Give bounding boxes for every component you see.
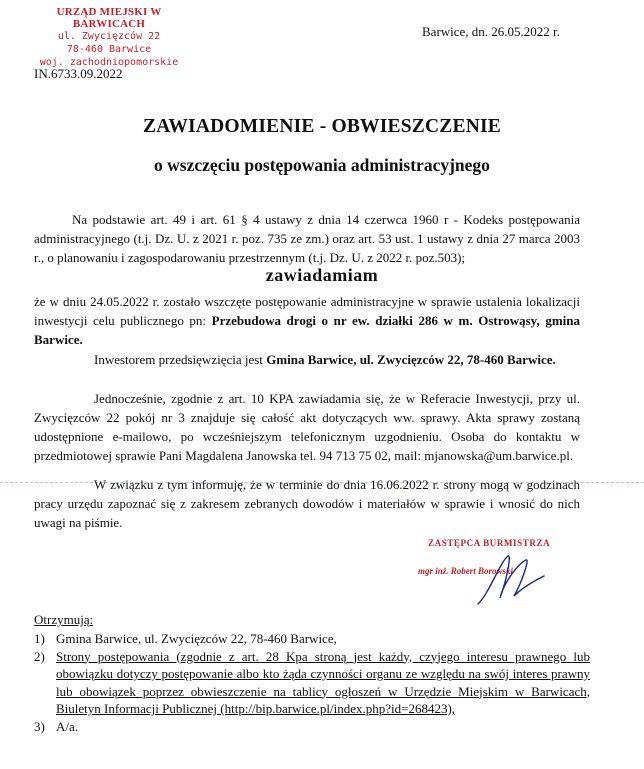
list-item bbox=[34, 630, 594, 648]
list-item-text: Strony postępowania (zgodnie z art. 28 Kpa stroną jest każdy, czyjego interesu prawnego lub obowiązku dotyczy postępowanie albo kto żąda czynności organu ze względu na swój interes prawny lub obowiązek poprzez obwieszczenie na tablicy ogłoszeń w Urzędzie Miejskim w Barwicach, Biuletyn Informacji Publicznej (http://bip.barwice.pl/index.php?id=268423), bbox=[56, 648, 590, 716]
list-item-text: Gmina Barwice, ul. Zwycięzców 22, 78-460 Barwice, bbox=[56, 631, 337, 646]
initiation-text: że w dniu 24.05.2022 r. zostało wszczęte postępowanie administracyjne w sprawie ustalenia lokalizacji inwestycji celu publicznego pn: bbox=[34, 294, 580, 328]
recipients-list bbox=[34, 630, 594, 735]
document-date: Barwice, dn. 26.05.2022 r. bbox=[422, 24, 560, 39]
list-item-number: 2) bbox=[34, 648, 45, 664]
list-item-number: 1) bbox=[34, 631, 45, 646]
deadline-paragraph: W związku z tym informuję, że w terminie do dnia 16.06.2022 r. strony mogą w godzinach pracy urzędu zapoznać się z zakresem zebranych dowodów i materiałów w sprawie i wnosić do nich uwagi na piśmie. bbox=[34, 477, 580, 530]
investor-label: Inwestorem przedsięwzięcia jest bbox=[94, 352, 267, 367]
list-item-text: A/a. bbox=[56, 718, 79, 734]
notice-heading: zawiadamiam bbox=[265, 265, 379, 285]
contact-paragraph: Jednocześnie, zgodnie z art. 10 KPA zawiadamia się, że w Referacie Inwestycji, przy ul. Zwycięzców 22 pokój nr 3 znajduje się całość akt dotyczących ww. sprawy. Akta sprawy zostaną udostępnione e-mailowo, po wcześniejszym telefonicznym uzgodnieniu. Osoba do kontaktu w przedmiotowej sprawie Pani Magdalena Janowska tel. 94 713 75 02, mail: mjanowska@um.barwice.pl. bbox=[34, 391, 580, 463]
office-stamp bbox=[34, 6, 184, 69]
legal-basis-paragraph: Na podstawie art. 49 i art. 61 § 4 ustawy z dnia 14 czerwca 1960 r - Kodeks postępowania administracyjnego (t.j. Dz. U. z 2021 r. poz. 735 ze zm.) oraz art. 53 ust. 1 ustawy z dnia 27 marca 2003 r., o planowaniu i zagospodarowaniu przestrzennym (t.j. Dz. U. z 2022 r. poz.503); bbox=[34, 212, 580, 265]
initiation-paragraph bbox=[34, 292, 580, 349]
stamp-line-4: woj. zachodniopomorskie bbox=[39, 57, 179, 68]
stamp-line-1: URZĄD MIEJSKI W BARWICACH bbox=[56, 6, 162, 30]
stamp-line-3: 78-460 Barwice bbox=[66, 44, 152, 55]
project-name: Przebudowa drogi o nr ew. działki 286 w m. Ostrowąsy, gmina Barwice. bbox=[34, 313, 580, 347]
stamp-line-2: ul. Zwycięzców 22 bbox=[57, 31, 161, 42]
investor-name: Gmina Barwice, ul. Zwycięzców 22, 78-460 Barwice. bbox=[266, 352, 556, 367]
list-item bbox=[34, 718, 594, 736]
list-item bbox=[34, 648, 594, 718]
list-item-number: 3) bbox=[34, 718, 45, 734]
document-title: ZAWIADOMIENIE - OBWIESZCZENIE bbox=[143, 116, 501, 137]
handwritten-signature-icon bbox=[470, 552, 550, 612]
signature-title-stamp: ZASTĘPCA BURMISTRZA bbox=[428, 538, 551, 548]
reference-number: IN.6733.09.2022 bbox=[34, 66, 123, 81]
signature-name-stamp: mgr inż. Robert Borowski bbox=[418, 566, 514, 576]
document-subtitle: o wszczęciu postępowania administracyjnego bbox=[154, 155, 490, 175]
investor-paragraph bbox=[34, 350, 580, 369]
recipients-label: Otrzymują: bbox=[34, 612, 94, 627]
